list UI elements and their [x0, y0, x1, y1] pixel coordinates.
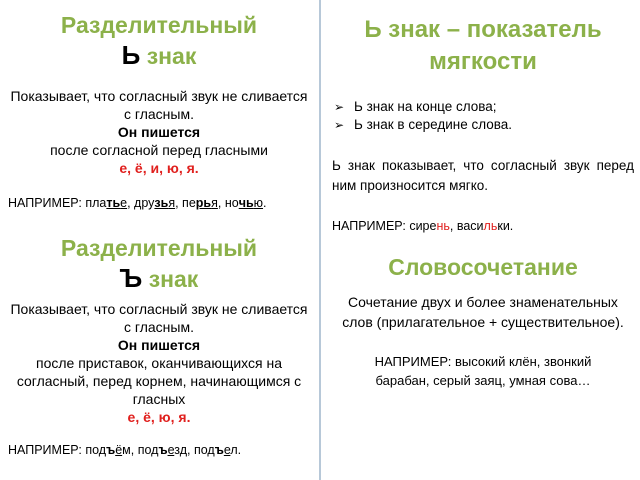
vowel-list: е, ё, ю, я.	[127, 409, 191, 425]
vowel-list: е, ё, и, ю, я.	[119, 160, 199, 176]
section-title	[6, 10, 312, 71]
example-word: перья	[182, 196, 218, 210]
rule-text: после согласной перед гласными	[50, 142, 268, 158]
example-label: НАПРИМЕР:	[8, 443, 82, 457]
title-sign: Ь	[121, 40, 141, 70]
title-word: знак	[146, 43, 197, 69]
soft-sign-section	[6, 10, 312, 211]
rule-heading: Он пишется	[117, 337, 201, 353]
phrase-section	[332, 252, 634, 390]
hard-sign-section	[6, 233, 312, 458]
example-word: подъел.	[193, 443, 242, 457]
description: Показывает, что согласный звук не сливается с гласным.	[10, 88, 308, 122]
example-word: подъезд	[137, 443, 188, 457]
rule-text: после приставок, оканчивающихся на согласный, перед корнем, начинающимся с гласных	[16, 355, 302, 407]
description: Ь знак показывает, что согласный звук перед ним произносится мягко.	[332, 158, 634, 193]
bullet-item: ➢ Ь знак на конце слова;	[354, 98, 634, 116]
column-divider	[319, 0, 321, 480]
example-word: платье	[85, 196, 128, 210]
example-line	[332, 218, 634, 234]
bullet-list	[332, 98, 634, 134]
section-title: Словосочетание	[388, 254, 578, 280]
example-word: сирень,	[409, 219, 454, 233]
example-line: НАПРИМЕР: подъём, подъезд, подъел.	[8, 443, 242, 457]
example-word: ночью.	[224, 196, 267, 210]
title-line1: Разделительный	[60, 12, 258, 38]
description: Сочетание двух и более знаменательных слов (прилагательное + существительное).	[342, 294, 624, 330]
section-title	[6, 233, 312, 294]
example-label: НАПРИМЕР:	[8, 196, 82, 210]
softness-section	[332, 14, 634, 234]
example-label: НАПРИМЕР:	[332, 219, 406, 233]
example-line: НАПРИМЕР: высокий клён, звонкий барабан, серый заяц, умная сова…	[374, 354, 592, 388]
description: Показывает, что согласный звук не сливается с гласным.	[10, 301, 308, 335]
title-line1: Разделительный	[60, 235, 258, 261]
example-word: друзья	[134, 196, 176, 210]
example-word: подъём	[85, 443, 131, 457]
section-title: Ь знак – показатель мягкости	[364, 16, 602, 75]
rule-heading: Он пишется	[117, 124, 201, 140]
bullet-item: ➢ Ь знак в середине слова.	[354, 116, 634, 134]
example-line: НАПРИМЕР: платье, друзья, перья, ночью.	[8, 196, 267, 210]
title-word: знак	[148, 266, 199, 292]
title-sign: Ъ	[119, 263, 143, 293]
example-word: васильки.	[456, 219, 514, 233]
